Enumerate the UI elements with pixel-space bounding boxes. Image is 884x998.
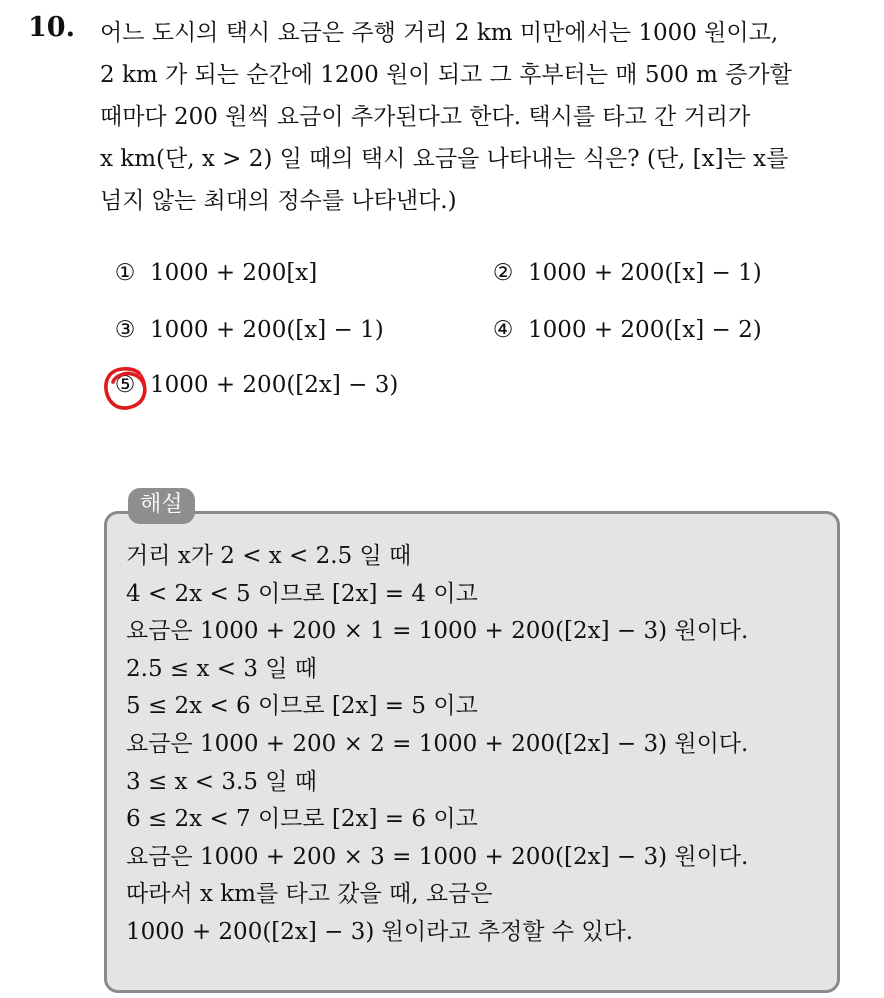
explanation-line: 요금은 1000 + 200 × 2 = 1000 + 200([2x] − 3) 원이다. [126,730,749,757]
choice-3-mark: ③ [114,317,136,343]
question-text [100,12,860,222]
choice-3[interactable] [112,317,384,343]
answer-circle-icon [101,364,149,412]
explanation-line: 4 < 2x < 5 이므로 [2x] = 4 이고 [126,580,478,607]
choice-2-mark: ② [492,260,514,286]
explanation-line: 6 ≤ 2x < 7 이므로 [2x] = 6 이고 [126,806,478,833]
question-line: 어느 도시의 택시 요금은 주행 거리 2 km 미만에서는 1000 원이고, [100,20,779,46]
question-number: 10. [28,12,75,43]
choice-2[interactable] [490,260,762,286]
question-line: 2 km 가 되는 순간에 1200 원이 되고 그 후부터는 매 500 m 증가할 [100,62,792,88]
choice-4-mark: ④ [492,317,514,343]
explanation-tag: 해설 [128,488,195,524]
explanation-line: 5 ≤ 2x < 6 이므로 [2x] = 5 이고 [126,693,478,720]
explanation-line: 요금은 1000 + 200 × 1 = 1000 + 200([2x] − 3) 원이다. [126,618,749,645]
explanation-line: 2.5 ≤ x < 3 일 때 [126,655,318,682]
explanation-line: 따라서 x km를 타고 갔을 때, 요금은 [126,881,493,908]
choice-5[interactable] [112,372,398,398]
choice-4-expression: 1000 + 200([x] − 2) [528,317,762,343]
question-line: 때마다 200 원씩 요금이 추가된다고 한다. 택시를 타고 간 거리가 [100,104,751,130]
explanation-line: 요금은 1000 + 200 × 3 = 1000 + 200([2x] − 3) 원이다. [126,843,749,870]
question-line: 넘지 않는 최대의 정수를 나타낸다.) [100,188,457,214]
explanation-line: 3 ≤ x < 3.5 일 때 [126,768,318,795]
explanation-line: 1000 + 200([2x] − 3) 원이라고 추정할 수 있다. [126,918,634,945]
explanation-body [126,538,826,952]
choice-1-expression: 1000 + 200[x] [150,260,318,286]
choice-4[interactable] [490,317,762,343]
choice-1-mark: ① [114,260,136,286]
choice-3-expression: 1000 + 200([x] − 1) [150,317,384,343]
choice-1[interactable] [112,260,317,286]
choice-5-mark: ⑤ [114,372,136,398]
choice-5-expression: 1000 + 200([2x] − 3) [150,372,399,398]
question-line: x km(단, x > 2) 일 때의 택시 요금을 나타내는 식은? (단, [x]는 x를 [100,146,789,172]
choice-2-expression: 1000 + 200([x] − 1) [528,260,762,286]
explanation-line: 거리 x가 2 < x < 2.5 일 때 [126,543,412,569]
